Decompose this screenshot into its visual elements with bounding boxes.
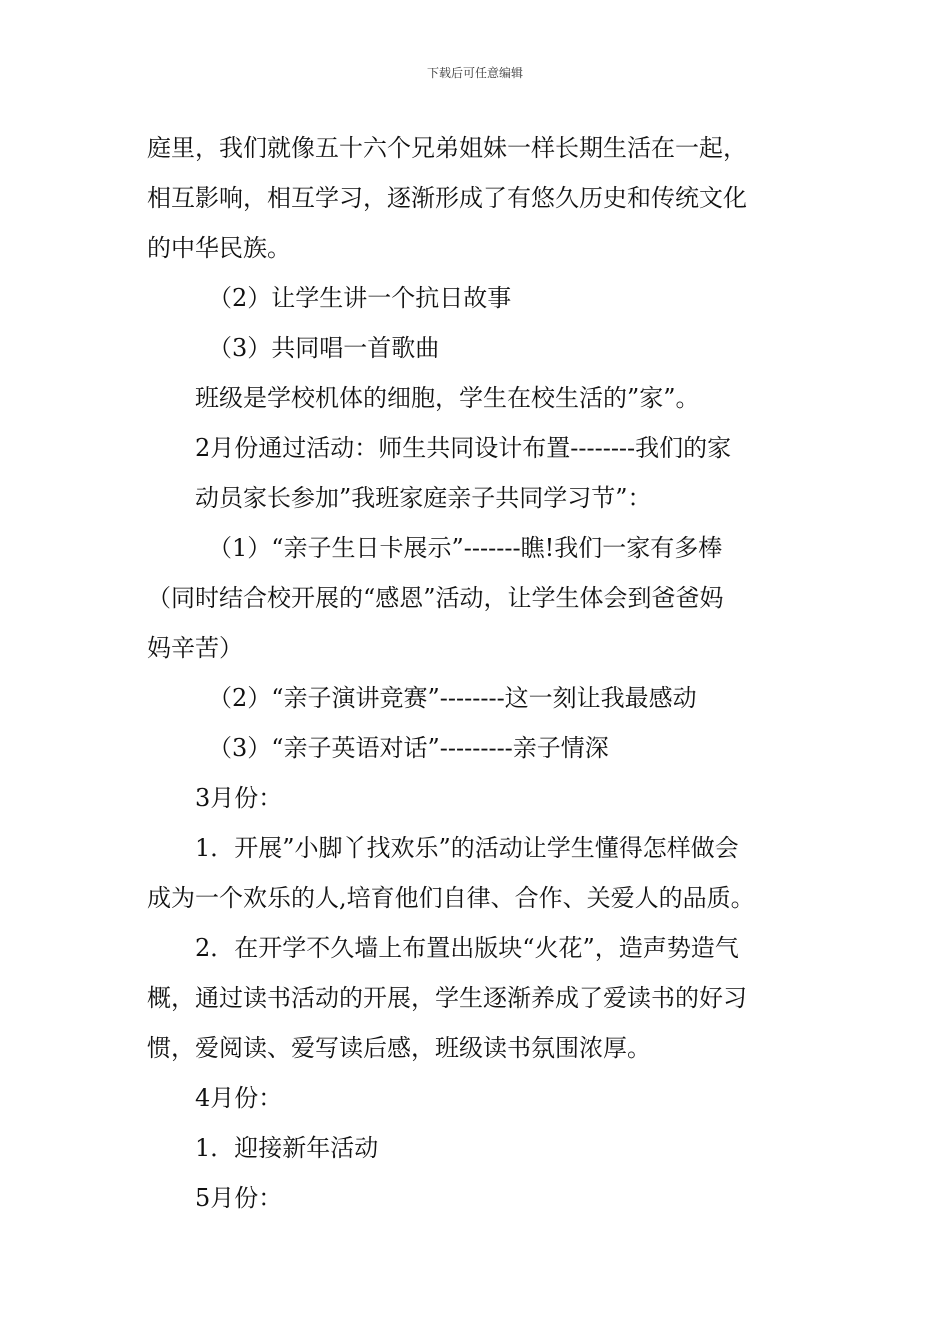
text-line: （2）“亲子演讲竞赛”--------这一刻让我最感动 — [208, 684, 697, 712]
text-line: （同时结合校开展的“感恩”活动，让学生体会到爸爸妈 — [147, 584, 724, 612]
text-line: （3）共同唱一首歌曲 — [208, 334, 440, 362]
text-line: 妈辛苦） — [147, 634, 243, 662]
text-line: 庭里，我们就像五十六个兄弟姐妹一样长期生活在一起， — [147, 134, 747, 162]
text-line: 成为一个欢乐的人,培育他们自律、合作、关爱人的品质。 — [147, 884, 755, 912]
text-line: 1．开展”小脚丫找欢乐”的活动让学生懂得怎样做会 — [195, 834, 739, 862]
text-line: 1．迎接新年活动 — [195, 1134, 379, 1162]
text-line: 动员家长参加”我班家庭亲子共同学习节”： — [195, 484, 652, 512]
page-header: 下载后可任意编辑 — [426, 66, 523, 80]
text-line: 概，通过读书活动的开展，学生逐渐养成了爱读书的好习 — [147, 984, 747, 1012]
text-line: 3月份： — [195, 784, 283, 812]
text-line: （2）让学生讲一个抗日故事 — [208, 284, 512, 312]
text-line: 相互影响，相互学习，逐渐形成了有悠久历史和传统文化 — [147, 184, 747, 212]
text-line: 2．在开学不久墙上布置出版块“火花”，造声势造气 — [195, 934, 739, 962]
text-line: 2月份通过活动：师生共同设计布置--------我们的家 — [195, 434, 732, 462]
text-line: 4月份： — [195, 1084, 283, 1112]
text-line: （3）“亲子英语对话”---------亲子情深 — [208, 734, 609, 762]
text-line: 5月份： — [195, 1184, 283, 1212]
text-line: （1）“亲子生日卡展示”-------瞧!我们一家有多棒 — [208, 534, 723, 562]
text-line: 班级是学校机体的细胞，学生在校生活的”家”。 — [195, 384, 700, 412]
text-line: 惯，爱阅读、爱写读后感，班级读书氛围浓厚。 — [147, 1034, 651, 1062]
text-line: 的中华民族。 — [147, 234, 291, 262]
